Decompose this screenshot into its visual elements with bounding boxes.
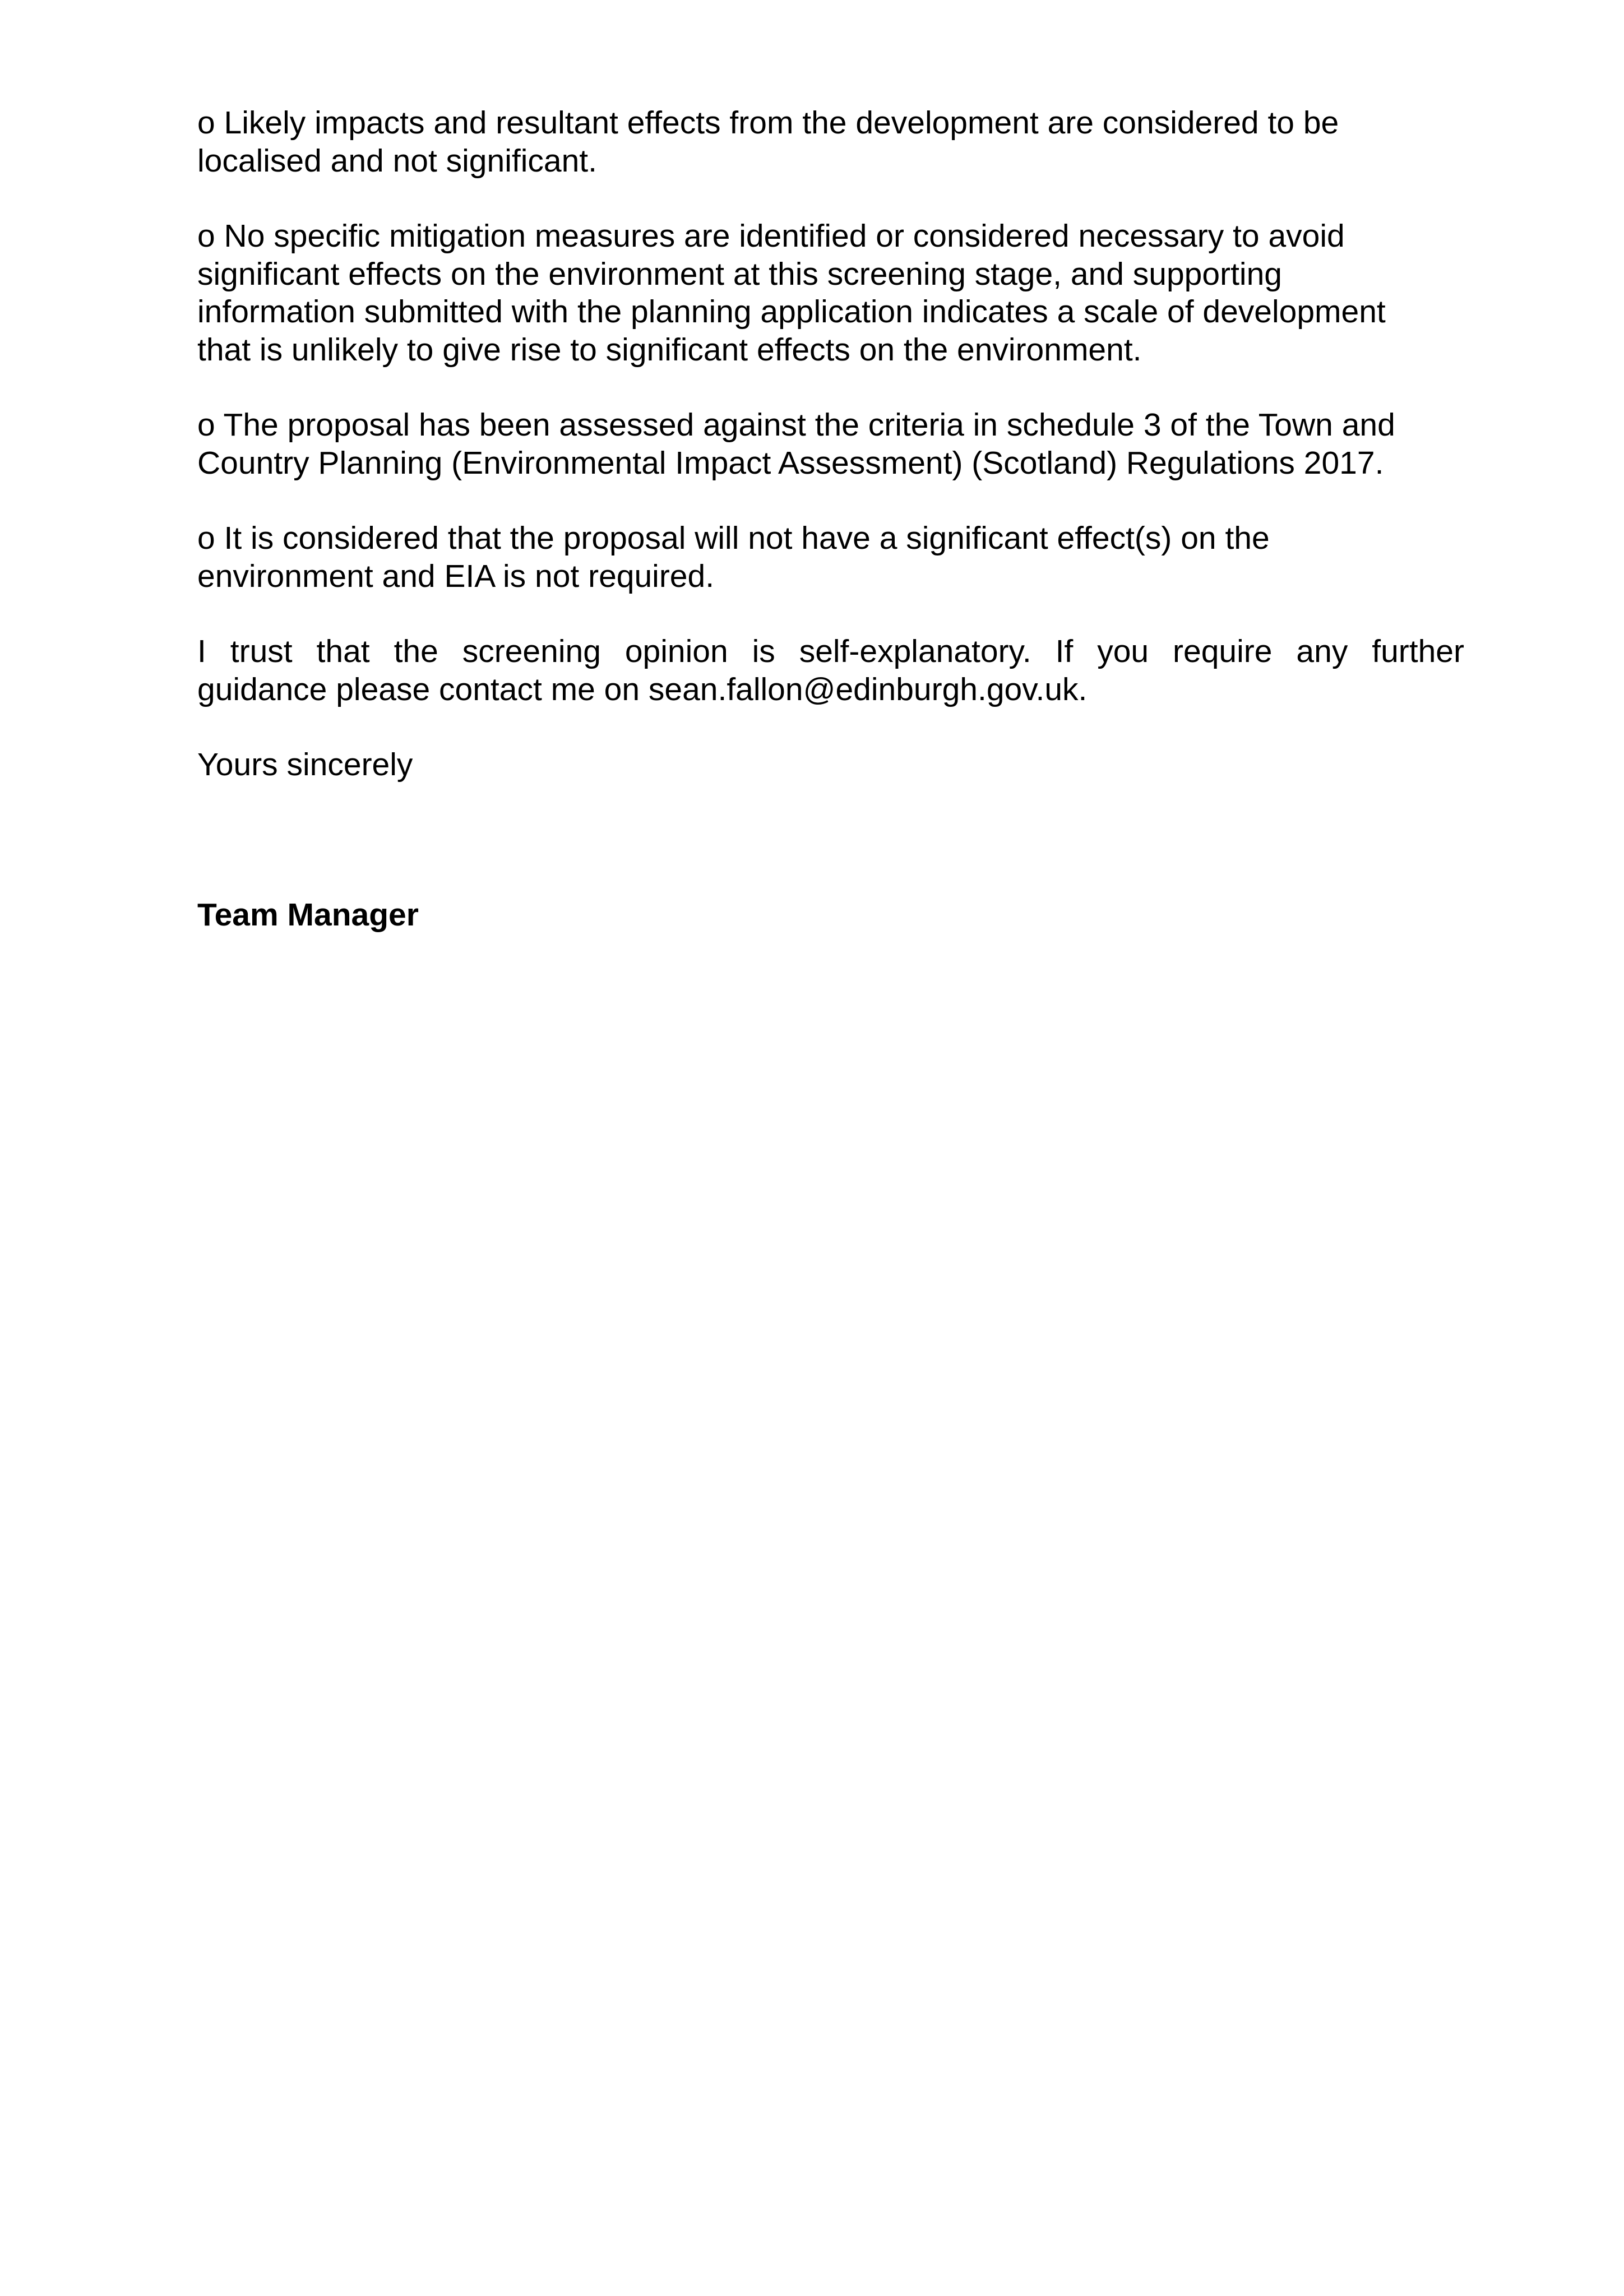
closing-salutation: Yours sincerely <box>197 747 413 783</box>
paragraph-line: that is unlikely to give rise to significant effects on the environment. <box>197 331 1142 368</box>
paragraph-line: significant effects on the environment at this screening stage, and supporting <box>197 256 1282 292</box>
paragraph-line: guidance please contact me on sean.fallon@edinburgh.gov.uk. <box>197 671 1088 707</box>
paragraph-line: environment and EIA is not required. <box>197 558 715 594</box>
paragraph-conclusion <box>197 520 1464 595</box>
paragraph-mitigation <box>197 217 1464 369</box>
paragraph-impacts <box>197 104 1464 180</box>
paragraph-line: o The proposal has been assessed against the criteria in schedule 3 of the Town and <box>197 407 1395 443</box>
paragraph-assessment <box>197 406 1464 482</box>
paragraph-line: o Likely impacts and resultant effects from the development are considered to be <box>197 105 1339 141</box>
paragraph-line: localised and not significant. <box>197 142 597 179</box>
paragraph-line: Country Planning (Environmental Impact Assessment) (Scotland) Regulations 2017. <box>197 445 1384 481</box>
paragraph-line: I trust that the screening opinion is self-explanatory. If you require any further <box>197 633 1464 669</box>
signatory-title: Team Manager <box>197 896 419 933</box>
paragraph-line: o No specific mitigation measures are identified or considered necessary to avoid <box>197 218 1345 254</box>
paragraph-line: o It is considered that the proposal will not have a significant effect(s) on the <box>197 520 1270 556</box>
paragraph-line: information submitted with the planning application indicates a scale of development <box>197 294 1386 330</box>
paragraph-contact <box>197 633 1464 709</box>
letter-body <box>197 104 1464 934</box>
